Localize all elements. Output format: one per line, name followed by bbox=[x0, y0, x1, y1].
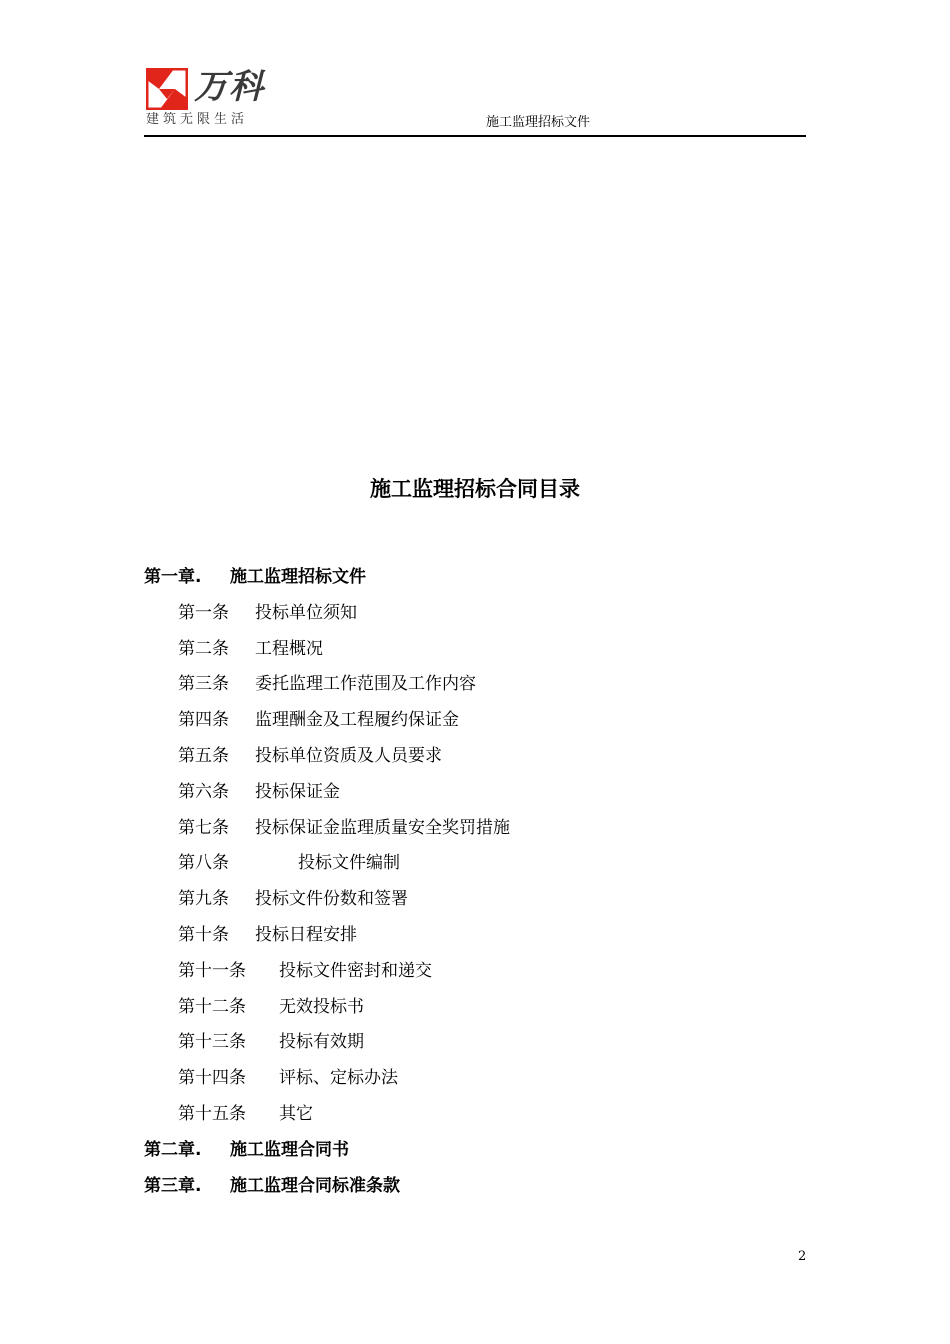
toc-text: 投标文件编制 bbox=[298, 853, 400, 874]
brand-name: 万科 bbox=[194, 67, 264, 107]
toc-text: 投标单位须知 bbox=[255, 602, 357, 623]
toc-text: 委托监理工作范围及工作内容 bbox=[255, 674, 476, 695]
toc-text: 投标保证金监理质量安全奖罚措施 bbox=[255, 817, 510, 838]
toc-number: 第一条 bbox=[178, 602, 229, 623]
toc-number: 第五条 bbox=[178, 745, 229, 766]
toc-number: 第二条 bbox=[178, 638, 229, 659]
toc-text: 投标保证金 bbox=[255, 781, 340, 802]
toc-article-12 bbox=[144, 993, 806, 1029]
toc-text: 投标单位资质及人员要求 bbox=[255, 745, 442, 766]
header-doc-type: 施工监理招标文件 bbox=[485, 115, 590, 130]
toc-number: 第九条 bbox=[178, 889, 229, 910]
brand-tagline: 建筑无限生活 bbox=[146, 112, 249, 127]
toc-number: 第六条 bbox=[178, 781, 229, 802]
toc-text: 投标文件密封和递交 bbox=[279, 960, 432, 981]
toc-number: 第三条 bbox=[178, 674, 229, 695]
toc-chapter-2 bbox=[144, 1136, 806, 1172]
toc-number: 第十一条 bbox=[178, 960, 246, 981]
toc-text: 其它 bbox=[279, 1103, 313, 1124]
toc-text: 评标、定标办法 bbox=[279, 1068, 398, 1089]
toc-number: 第一章. bbox=[144, 567, 202, 587]
toc-text: 投标有效期 bbox=[279, 1032, 364, 1053]
toc-text: 投标文件份数和签署 bbox=[255, 889, 408, 910]
toc-text: 施工监理合同标准条款 bbox=[230, 1175, 400, 1196]
toc-article-8 bbox=[144, 849, 806, 885]
toc-text: 监理酬金及工程履约保证金 bbox=[255, 710, 459, 731]
toc-article-11 bbox=[144, 957, 806, 993]
document-title: 施工监理招标合同目录 bbox=[370, 477, 580, 501]
toc-number: 第七条 bbox=[178, 817, 229, 838]
toc-number: 第四条 bbox=[178, 710, 229, 731]
header-rule bbox=[144, 135, 806, 137]
toc-text: 投标日程安排 bbox=[255, 924, 357, 945]
toc-article-13 bbox=[144, 1028, 806, 1064]
toc-article-4 bbox=[144, 706, 806, 742]
toc-text: 施工监理招标文件 bbox=[230, 567, 366, 587]
vanke-logo-icon bbox=[146, 68, 188, 110]
toc-article-3 bbox=[144, 670, 806, 706]
page-header bbox=[144, 60, 806, 138]
toc-number: 第十四条 bbox=[178, 1068, 246, 1089]
toc-chapter-3 bbox=[144, 1172, 806, 1208]
toc-article-6 bbox=[144, 778, 806, 814]
toc-article-5 bbox=[144, 742, 806, 778]
toc-number: 第八条 bbox=[178, 853, 229, 874]
table-of-contents bbox=[144, 563, 806, 1207]
toc-number: 第三章. bbox=[144, 1175, 202, 1196]
toc-text: 施工监理合同书 bbox=[230, 1139, 349, 1160]
toc-number: 第十五条 bbox=[178, 1103, 246, 1124]
toc-number: 第十三条 bbox=[178, 1032, 246, 1053]
toc-number: 第十二条 bbox=[178, 996, 246, 1017]
toc-text: 无效投标书 bbox=[279, 996, 364, 1017]
toc-chapter-1 bbox=[144, 563, 806, 599]
toc-article-14 bbox=[144, 1064, 806, 1100]
toc-article-2 bbox=[144, 635, 806, 671]
toc-number: 第十条 bbox=[178, 924, 229, 945]
toc-article-15 bbox=[144, 1100, 806, 1136]
toc-number: 第二章. bbox=[144, 1139, 202, 1160]
toc-article-7 bbox=[144, 814, 806, 850]
toc-article-9 bbox=[144, 885, 806, 921]
toc-text: 工程概况 bbox=[255, 638, 323, 659]
toc-article-10 bbox=[144, 921, 806, 957]
toc-article-1 bbox=[144, 599, 806, 635]
page-number: 2 bbox=[798, 1249, 807, 1264]
